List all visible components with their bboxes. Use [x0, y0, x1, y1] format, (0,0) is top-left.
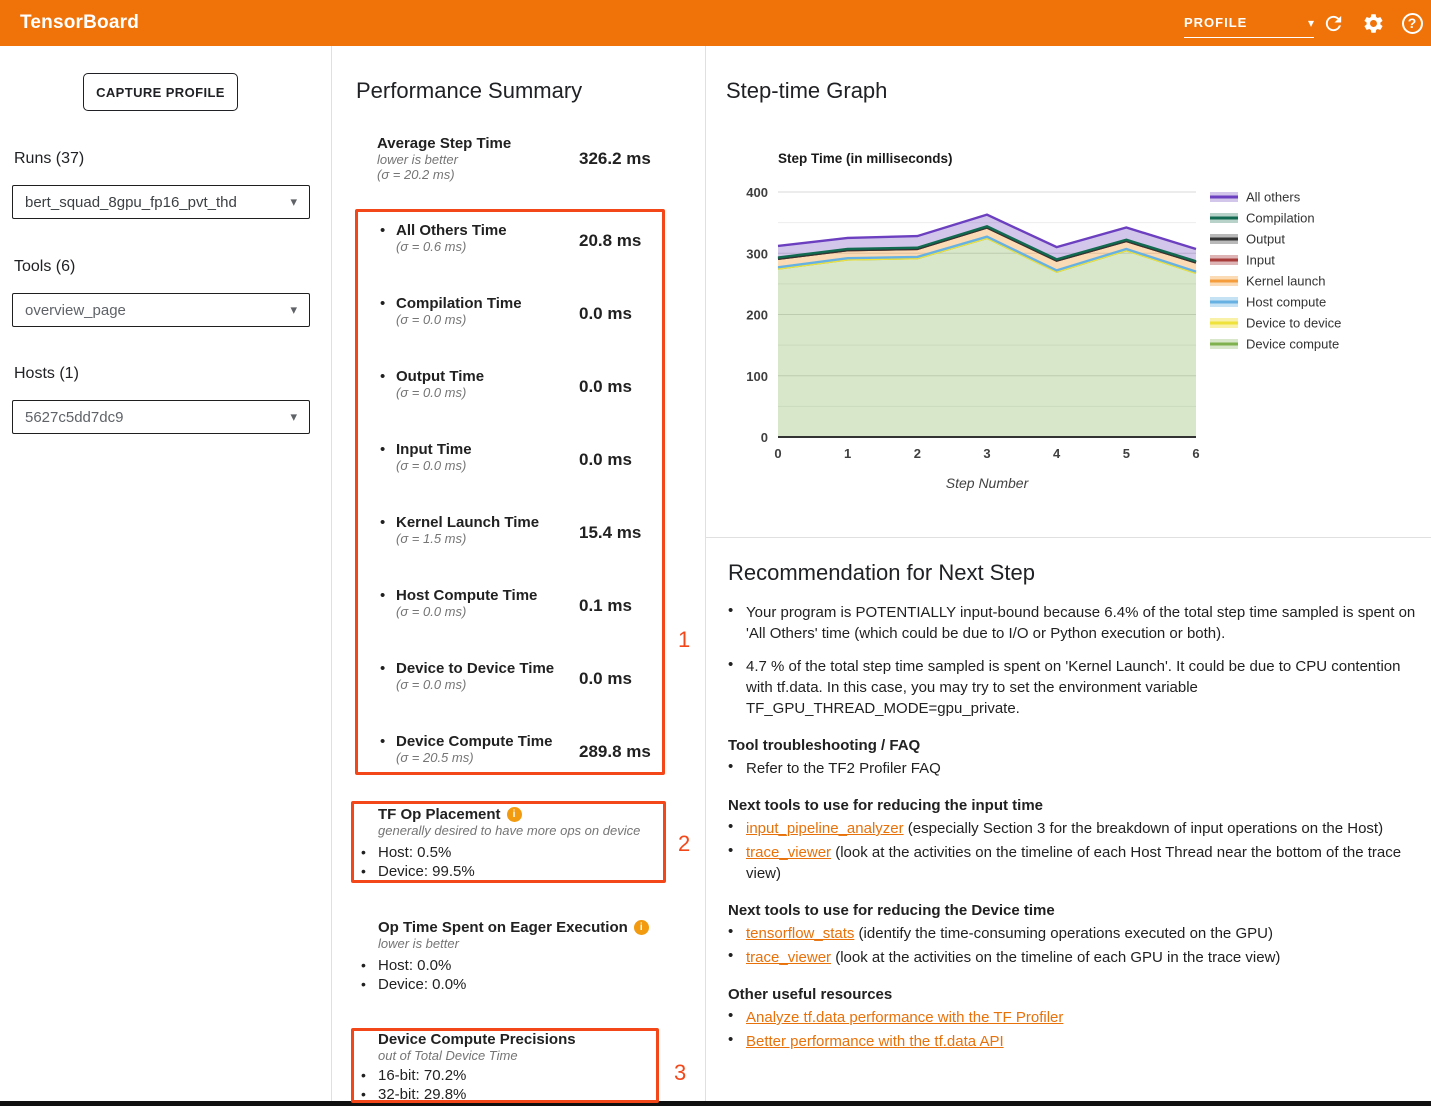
row-label: Device to Device Time: [396, 660, 555, 677]
chevron-down-icon: ▾: [290, 409, 297, 424]
legend-label: Input: [1246, 252, 1275, 268]
row-sigma: (σ = 20.5 ms): [396, 750, 474, 765]
chart-title: Step Time (in milliseconds): [778, 151, 953, 166]
recommendation-card: [706, 538, 1431, 1100]
tools-select[interactable]: [12, 293, 310, 327]
x-tick-label: 2: [913, 446, 921, 461]
bullet: [728, 1031, 746, 1052]
legend-label: Device compute: [1246, 336, 1340, 352]
bullet: [728, 947, 746, 968]
gear-icon: [1362, 12, 1385, 35]
row-label: Output Time: [396, 368, 485, 385]
list-item: Host: 0.0%: [378, 957, 452, 974]
x-axis-label: Step Number: [945, 475, 1029, 491]
compute-precisions-title: Device Compute Precisions: [378, 1031, 576, 1048]
row-value: 289.8 ms: [579, 742, 651, 761]
annotation-label-3: 3: [674, 1060, 687, 1085]
bullet: [728, 1007, 746, 1028]
recommendation-bullet: [728, 602, 1417, 644]
hosts-select[interactable]: [12, 400, 310, 434]
average-step-time: [377, 135, 577, 182]
row-value: 0.0 ms: [579, 450, 632, 469]
tool-description: (identify the time-consuming operations executed on the GPU): [854, 925, 1273, 942]
tool-description: (especially Section 3 for the breakdown of input operations on the Host): [903, 820, 1384, 837]
area-device-compute: [778, 238, 1196, 437]
average-step-time-value: 326.2 ms: [579, 149, 651, 168]
row-sigma: (σ = 1.5 ms): [396, 531, 467, 546]
app-header: [0, 0, 1431, 46]
row-sigma: (σ = 0.0 ms): [396, 312, 467, 327]
tools-select-value: overview_page: [25, 301, 126, 319]
chevron-down-icon: ▾: [290, 302, 297, 317]
row-label: Device Compute Time: [396, 733, 553, 750]
recommendation-text: 4.7 % of the total step time sampled is spent on 'Kernel Launch'. It could be due to CPU contention with tf.data. In this case, you may try to set the environment variable TF_GPU_THREAD_MODE=gpu_private.: [746, 658, 1401, 717]
trace-viewer-link[interactable]: trace_viewer: [746, 949, 832, 966]
row-label: Host Compute Time: [396, 587, 538, 604]
average-step-time-note: lower is better: [377, 152, 458, 167]
resource-item: [728, 1031, 1417, 1052]
eager-execution: [378, 919, 678, 951]
bullet: [361, 975, 378, 994]
x-tick-label: 3: [983, 446, 991, 461]
annotation-box-1: [355, 209, 665, 775]
other-resources-heading: Other useful resources: [728, 986, 893, 1003]
row-label: All Others Time: [396, 222, 507, 239]
faq-item: [728, 758, 1417, 779]
x-tick-label: 5: [1122, 446, 1130, 461]
list-item: Device: 0.0%: [378, 976, 467, 993]
bullet: [361, 956, 378, 975]
bullet: [728, 602, 746, 644]
eager-execution-title: Op Time Spent on Eager Execution: [378, 919, 628, 936]
tool-description: (look at the activities on the timeline of each GPU in the trace view): [831, 949, 1281, 966]
capture-profile-button[interactable]: CAPTURE PROFILE: [83, 73, 238, 111]
tool-item: [728, 818, 1417, 839]
row-value: 0.0 ms: [579, 669, 632, 688]
performance-summary-title: Performance Summary: [356, 78, 583, 103]
faq-heading: Tool troubleshooting / FAQ: [728, 737, 921, 754]
x-tick-label: 6: [1192, 446, 1200, 461]
y-tick-label: 100: [746, 368, 768, 384]
legend-label: Kernel launch: [1246, 273, 1326, 289]
tool-item: [728, 842, 1417, 884]
help-button[interactable]: [1398, 9, 1426, 37]
recommendation-text: Your program is POTENTIALLY input-bound because 6.4% of the total step time sampled is spent on 'All Others' time (which could be due to I/O or Python execution or both).: [746, 604, 1416, 642]
tool-item: [728, 923, 1417, 944]
row-label: Input Time: [396, 441, 472, 458]
hosts-select-value: 5627c5dd7dc9: [25, 408, 124, 426]
row-label: Compilation Time: [396, 295, 522, 312]
chevron-down-icon: ▾: [1307, 15, 1314, 30]
row-value: 0.0 ms: [579, 377, 632, 396]
row-value: 20.8 ms: [579, 231, 642, 250]
annotation-box-3: [351, 1028, 659, 1103]
legend-label: Host compute: [1246, 294, 1327, 310]
bullet: [728, 818, 746, 839]
legend-label: All others: [1246, 189, 1301, 205]
bottom-edge: [0, 1101, 1431, 1106]
bullet: [728, 758, 746, 779]
list-item: Host: 0.5%: [378, 844, 452, 861]
row-label: Kernel Launch Time: [396, 514, 540, 531]
tfdata-profiler-link[interactable]: Analyze tf.data performance with the TF Profiler: [746, 1009, 1064, 1026]
trace-viewer-link[interactable]: trace_viewer: [746, 844, 832, 861]
x-tick-label: 1: [844, 446, 852, 461]
runs-select[interactable]: [12, 185, 310, 219]
app-title: TensorBoard: [20, 12, 140, 33]
step-time-graph-title: Step-time Graph: [726, 78, 888, 103]
input-pipeline-analyzer-link[interactable]: input_pipeline_analyzer: [746, 820, 904, 837]
recommendation-bullet: [728, 656, 1417, 719]
tensorflow-stats-link[interactable]: tensorflow_stats: [746, 925, 855, 942]
compute-precisions-note: out of Total Device Time: [378, 1048, 518, 1063]
settings-button[interactable]: [1359, 9, 1387, 37]
chevron-down-icon: ▾: [290, 194, 297, 209]
annotation-label-1: 1: [678, 627, 691, 652]
runs-label: Runs (37): [14, 150, 85, 167]
row-sigma: (σ = 0.0 ms): [396, 458, 467, 473]
reload-button[interactable]: [1319, 9, 1347, 37]
row-sigma: (σ = 0.0 ms): [396, 604, 467, 619]
info-icon[interactable]: i: [507, 807, 522, 822]
legend-label: Compilation: [1246, 210, 1315, 226]
row-value: 0.1 ms: [579, 596, 632, 615]
tools-label: Tools (6): [14, 258, 76, 275]
y-tick-label: 0: [760, 430, 768, 445]
bullet: [728, 842, 746, 884]
average-step-time-sigma: (σ = 20.2 ms): [377, 167, 455, 182]
legend-label: Device to device: [1246, 315, 1342, 331]
y-tick-label: 300: [746, 246, 768, 262]
dashboard-selector[interactable]: [1184, 8, 1314, 38]
row-sigma: (σ = 0.0 ms): [396, 385, 467, 400]
reload-icon: [1322, 12, 1345, 35]
x-tick-label: 0: [774, 446, 782, 461]
row-value: 15.4 ms: [579, 523, 642, 542]
tfdata-api-link[interactable]: Better performance with the tf.data API: [746, 1033, 1004, 1050]
recommendation-title: Recommendation for Next Step: [728, 560, 1035, 585]
device-tools-heading: Next tools to use for reducing the Device time: [728, 902, 1055, 919]
x-tick-label: 4: [1053, 446, 1061, 461]
faq-text: Refer to the TF2 Profiler FAQ: [746, 760, 941, 777]
list-item: 32-bit: 29.8%: [378, 1086, 467, 1103]
tool-item: [728, 947, 1417, 968]
list-item: Device: 99.5%: [378, 863, 475, 880]
tf-op-placement-title: TF Op Placement: [378, 806, 501, 823]
hosts-label: Hosts (1): [14, 365, 79, 382]
eager-execution-list: [361, 956, 466, 994]
average-step-time-label: Average Step Time: [377, 135, 512, 152]
row-sigma: (σ = 0.6 ms): [396, 239, 467, 254]
list-item: 16-bit: 70.2%: [378, 1067, 467, 1084]
tool-description: (look at the activities on the timeline of each Host Thread near the bottom of the trace view): [746, 844, 1402, 882]
bullet: [728, 656, 746, 719]
row-value: 0.0 ms: [579, 304, 632, 323]
annotation-box-2: [351, 801, 666, 883]
sidebar-divider: [331, 46, 332, 1106]
eager-execution-note: lower is better: [378, 936, 459, 951]
help-icon: ?: [1402, 13, 1423, 34]
tf-op-placement-note: generally desired to have more ops on device: [378, 823, 641, 838]
dashboard-selector-value: PROFILE: [1184, 15, 1248, 30]
info-icon[interactable]: i: [634, 920, 649, 935]
annotation-label-2: 2: [678, 831, 691, 856]
row-sigma: (σ = 0.0 ms): [396, 677, 467, 692]
step-time-chart[interactable]: [706, 46, 1431, 538]
runs-select-value: bert_squad_8gpu_fp16_pvt_thd: [25, 193, 237, 211]
bullet: [728, 923, 746, 944]
y-tick-label: 200: [746, 307, 768, 323]
y-tick-label: 400: [746, 185, 768, 200]
legend-label: Output: [1246, 231, 1286, 247]
resource-item: [728, 1007, 1417, 1028]
input-tools-heading: Next tools to use for reducing the input time: [728, 797, 1044, 814]
